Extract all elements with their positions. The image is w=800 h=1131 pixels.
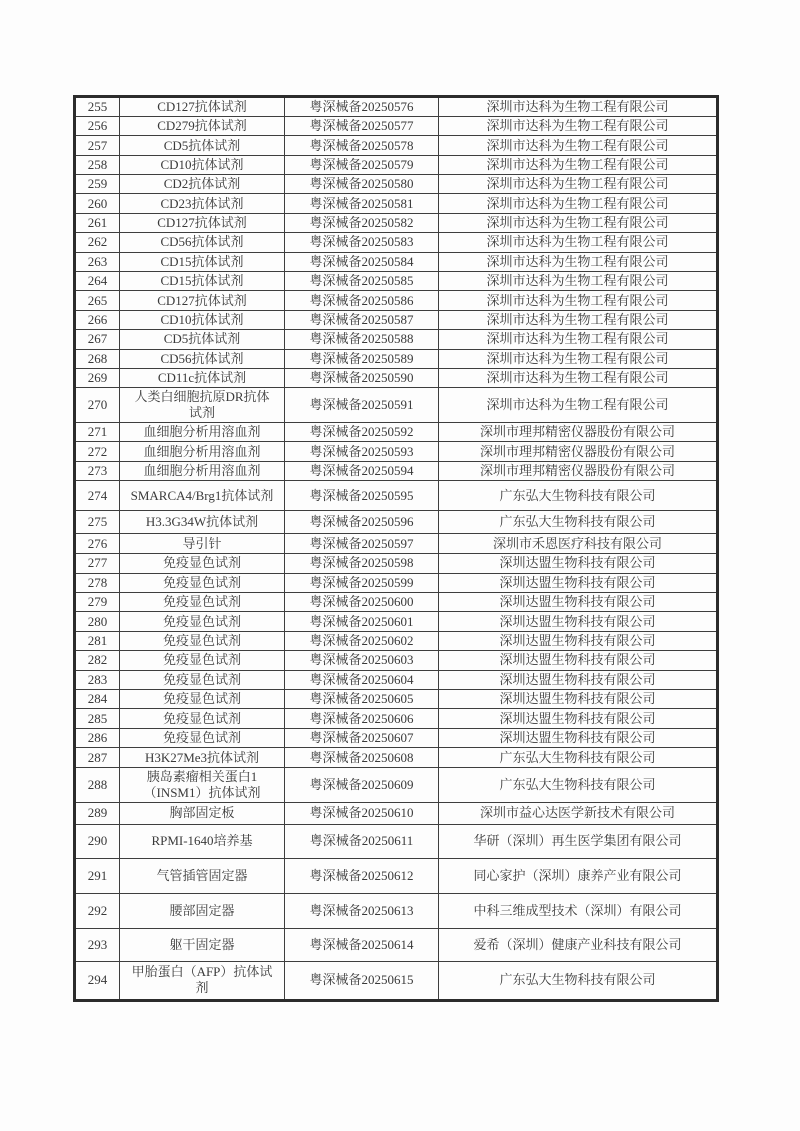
company-name: 华研（深圳）再生医学集团有限公司 <box>439 824 718 858</box>
company-name: 广东弘大生物科技有限公司 <box>439 748 718 768</box>
product-name: 免疫显色试剂 <box>120 728 285 747</box>
table-row <box>75 709 718 728</box>
registration-number: 粤深械备20250613 <box>285 893 439 928</box>
company-name: 深圳市理邦精密仪器股份有限公司 <box>439 461 718 480</box>
row-number: 267 <box>75 330 120 349</box>
company-name: 中科三维成型技术（深圳）有限公司 <box>439 893 718 928</box>
product-name: 胸部固定板 <box>120 802 285 824</box>
product-name: CD56抗体试剂 <box>120 349 285 368</box>
product-name: CD10抗体试剂 <box>120 155 285 174</box>
company-name: 深圳市达科为生物工程有限公司 <box>439 368 718 387</box>
registration-number: 粤深械备20250595 <box>285 481 439 511</box>
row-number: 270 <box>75 388 120 423</box>
company-name: 深圳达盟生物科技有限公司 <box>439 554 718 573</box>
row-number: 262 <box>75 233 120 252</box>
company-name: 深圳市达科为生物工程有限公司 <box>439 310 718 329</box>
company-name: 深圳市达科为生物工程有限公司 <box>439 349 718 368</box>
product-name: 免疫显色试剂 <box>120 709 285 728</box>
row-number: 269 <box>75 368 120 387</box>
product-name: 血细胞分析用溶血剂 <box>120 442 285 461</box>
registration-number: 粤深械备20250589 <box>285 349 439 368</box>
row-number: 293 <box>75 928 120 961</box>
table-row <box>75 252 718 271</box>
row-number: 278 <box>75 573 120 592</box>
product-name: CD11c抗体试剂 <box>120 368 285 387</box>
table-row <box>75 349 718 368</box>
registration-number: 粤深械备20250594 <box>285 461 439 480</box>
company-name: 深圳达盟生物科技有限公司 <box>439 689 718 708</box>
row-number: 289 <box>75 802 120 824</box>
row-number: 292 <box>75 893 120 928</box>
company-name: 深圳达盟生物科技有限公司 <box>439 709 718 728</box>
product-name: 免疫显色试剂 <box>120 573 285 592</box>
product-name: 免疫显色试剂 <box>120 631 285 650</box>
row-number: 264 <box>75 271 120 290</box>
company-name: 深圳市达科为生物工程有限公司 <box>439 330 718 349</box>
row-number: 287 <box>75 748 120 768</box>
company-name: 广东弘大生物科技有限公司 <box>439 481 718 511</box>
registration-number: 粤深械备20250610 <box>285 802 439 824</box>
table-row <box>75 291 718 310</box>
company-name: 深圳市达科为生物工程有限公司 <box>439 233 718 252</box>
product-name: 血细胞分析用溶血剂 <box>120 423 285 442</box>
product-name: RPMI-1640培养基 <box>120 824 285 858</box>
registration-number: 粤深械备20250598 <box>285 554 439 573</box>
company-name: 广东弘大生物科技有限公司 <box>439 961 718 1000</box>
table-row <box>75 928 718 961</box>
table-row <box>75 368 718 387</box>
registration-number: 粤深械备20250599 <box>285 573 439 592</box>
company-name: 深圳达盟生物科技有限公司 <box>439 670 718 689</box>
product-name: 甲胎蛋白（AFP）抗体试剂 <box>120 961 285 1000</box>
registration-number: 粤深械备20250607 <box>285 728 439 747</box>
table-row <box>75 175 718 194</box>
row-number: 276 <box>75 534 120 554</box>
company-name: 深圳达盟生物科技有限公司 <box>439 631 718 650</box>
company-name: 深圳市达科为生物工程有限公司 <box>439 388 718 423</box>
product-name: 胰岛素瘤相关蛋白1（INSM1）抗体试剂 <box>120 768 285 803</box>
table-row <box>75 423 718 442</box>
table-row <box>75 136 718 155</box>
registration-number: 粤深械备20250586 <box>285 291 439 310</box>
registration-number: 粤深械备20250592 <box>285 423 439 442</box>
product-name: 免疫显色试剂 <box>120 651 285 670</box>
table-row <box>75 670 718 689</box>
row-number: 281 <box>75 631 120 650</box>
table-row <box>75 442 718 461</box>
table-row <box>75 593 718 612</box>
row-number: 271 <box>75 423 120 442</box>
row-number: 280 <box>75 612 120 631</box>
registration-number: 粤深械备20250576 <box>285 97 439 117</box>
product-name: SMARCA4/Brg1抗体试剂 <box>120 481 285 511</box>
row-number: 255 <box>75 97 120 117</box>
product-name: CD23抗体试剂 <box>120 194 285 213</box>
table-body <box>75 97 718 1001</box>
product-name: CD2抗体试剂 <box>120 175 285 194</box>
company-name: 广东弘大生物科技有限公司 <box>439 768 718 803</box>
row-number: 294 <box>75 961 120 1000</box>
table-row <box>75 233 718 252</box>
registration-number: 粤深械备20250578 <box>285 136 439 155</box>
row-number: 258 <box>75 155 120 174</box>
table-row <box>75 388 718 423</box>
company-name: 爱希（深圳）健康产业科技有限公司 <box>439 928 718 961</box>
registration-table <box>73 95 719 1002</box>
registration-number: 粤深械备20250596 <box>285 511 439 534</box>
table-row <box>75 573 718 592</box>
row-number: 266 <box>75 310 120 329</box>
table-row <box>75 97 718 117</box>
table-row <box>75 858 718 893</box>
table-row <box>75 824 718 858</box>
row-number: 279 <box>75 593 120 612</box>
table-row <box>75 631 718 650</box>
product-name: 免疫显色试剂 <box>120 554 285 573</box>
table-row <box>75 612 718 631</box>
product-name: H3K27Me3抗体试剂 <box>120 748 285 768</box>
company-name: 深圳市达科为生物工程有限公司 <box>439 116 718 135</box>
row-number: 256 <box>75 116 120 135</box>
table-row <box>75 481 718 511</box>
row-number: 291 <box>75 858 120 893</box>
registration-number: 粤深械备20250597 <box>285 534 439 554</box>
table-row <box>75 461 718 480</box>
registration-number: 粤深械备20250593 <box>285 442 439 461</box>
table-row <box>75 689 718 708</box>
company-name: 广东弘大生物科技有限公司 <box>439 511 718 534</box>
product-name: 免疫显色试剂 <box>120 689 285 708</box>
row-number: 261 <box>75 213 120 232</box>
registration-number: 粤深械备20250614 <box>285 928 439 961</box>
product-name: 免疫显色试剂 <box>120 612 285 631</box>
product-name: CD10抗体试剂 <box>120 310 285 329</box>
product-name: CD56抗体试剂 <box>120 233 285 252</box>
row-number: 284 <box>75 689 120 708</box>
product-name: CD279抗体试剂 <box>120 116 285 135</box>
product-name: H3.3G34W抗体试剂 <box>120 511 285 534</box>
company-name: 深圳市达科为生物工程有限公司 <box>439 271 718 290</box>
table-row <box>75 271 718 290</box>
registration-number: 粤深械备20250583 <box>285 233 439 252</box>
row-number: 288 <box>75 768 120 803</box>
registration-number: 粤深械备20250591 <box>285 388 439 423</box>
row-number: 290 <box>75 824 120 858</box>
product-name: CD127抗体试剂 <box>120 213 285 232</box>
table-row <box>75 213 718 232</box>
registration-number: 粤深械备20250580 <box>285 175 439 194</box>
product-name: 免疫显色试剂 <box>120 593 285 612</box>
row-number: 257 <box>75 136 120 155</box>
registration-number: 粤深械备20250609 <box>285 768 439 803</box>
company-name: 深圳达盟生物科技有限公司 <box>439 612 718 631</box>
company-name: 深圳市达科为生物工程有限公司 <box>439 155 718 174</box>
row-number: 285 <box>75 709 120 728</box>
registration-number: 粤深械备20250585 <box>285 271 439 290</box>
row-number: 286 <box>75 728 120 747</box>
company-name: 深圳市达科为生物工程有限公司 <box>439 194 718 213</box>
product-name: 躯干固定器 <box>120 928 285 961</box>
registration-number: 粤深械备20250612 <box>285 858 439 893</box>
registration-number: 粤深械备20250582 <box>285 213 439 232</box>
registration-number: 粤深械备20250584 <box>285 252 439 271</box>
table-row <box>75 155 718 174</box>
row-number: 282 <box>75 651 120 670</box>
row-number: 263 <box>75 252 120 271</box>
registration-number: 粤深械备20250604 <box>285 670 439 689</box>
company-name: 深圳达盟生物科技有限公司 <box>439 573 718 592</box>
registration-number: 粤深械备20250615 <box>285 961 439 1000</box>
registration-number: 粤深械备20250579 <box>285 155 439 174</box>
product-name: 人类白细胞抗原DR抗体试剂 <box>120 388 285 423</box>
table-row <box>75 554 718 573</box>
company-name: 深圳市达科为生物工程有限公司 <box>439 291 718 310</box>
product-name: 气管插管固定器 <box>120 858 285 893</box>
registration-number: 粤深械备20250588 <box>285 330 439 349</box>
registration-number: 粤深械备20250608 <box>285 748 439 768</box>
table-row <box>75 194 718 213</box>
table-row <box>75 768 718 803</box>
registration-number: 粤深械备20250602 <box>285 631 439 650</box>
row-number: 277 <box>75 554 120 573</box>
company-name: 深圳市达科为生物工程有限公司 <box>439 175 718 194</box>
row-number: 260 <box>75 194 120 213</box>
company-name: 同心家护（深圳）康养产业有限公司 <box>439 858 718 893</box>
product-name: 免疫显色试剂 <box>120 670 285 689</box>
table-row <box>75 961 718 1000</box>
product-name: 导引针 <box>120 534 285 554</box>
product-name: 血细胞分析用溶血剂 <box>120 461 285 480</box>
table-row <box>75 802 718 824</box>
row-number: 268 <box>75 349 120 368</box>
registration-number: 粤深械备20250606 <box>285 709 439 728</box>
registration-number: 粤深械备20250603 <box>285 651 439 670</box>
registration-number: 粤深械备20250581 <box>285 194 439 213</box>
product-name: CD15抗体试剂 <box>120 252 285 271</box>
table-row <box>75 511 718 534</box>
row-number: 274 <box>75 481 120 511</box>
row-number: 259 <box>75 175 120 194</box>
table-row <box>75 534 718 554</box>
table-row <box>75 310 718 329</box>
registration-number: 粤深械备20250605 <box>285 689 439 708</box>
table-row <box>75 748 718 768</box>
row-number: 272 <box>75 442 120 461</box>
table-row <box>75 330 718 349</box>
registration-number: 粤深械备20250587 <box>285 310 439 329</box>
company-name: 深圳市达科为生物工程有限公司 <box>439 252 718 271</box>
company-name: 深圳市益心达医学新技术有限公司 <box>439 802 718 824</box>
company-name: 深圳达盟生物科技有限公司 <box>439 593 718 612</box>
company-name: 深圳市达科为生物工程有限公司 <box>439 136 718 155</box>
registration-number: 粤深械备20250590 <box>285 368 439 387</box>
product-name: CD15抗体试剂 <box>120 271 285 290</box>
company-name: 深圳市理邦精密仪器股份有限公司 <box>439 423 718 442</box>
row-number: 273 <box>75 461 120 480</box>
registration-number: 粤深械备20250600 <box>285 593 439 612</box>
table-row <box>75 116 718 135</box>
row-number: 283 <box>75 670 120 689</box>
table-row <box>75 728 718 747</box>
registration-number: 粤深械备20250577 <box>285 116 439 135</box>
registration-number: 粤深械备20250601 <box>285 612 439 631</box>
registration-number: 粤深械备20250611 <box>285 824 439 858</box>
company-name: 深圳市达科为生物工程有限公司 <box>439 97 718 117</box>
product-name: CD5抗体试剂 <box>120 136 285 155</box>
table-row <box>75 651 718 670</box>
table-row <box>75 893 718 928</box>
company-name: 深圳达盟生物科技有限公司 <box>439 728 718 747</box>
company-name: 深圳市达科为生物工程有限公司 <box>439 213 718 232</box>
product-name: 腰部固定器 <box>120 893 285 928</box>
product-name: CD5抗体试剂 <box>120 330 285 349</box>
company-name: 深圳市禾恩医疗科技有限公司 <box>439 534 718 554</box>
row-number: 275 <box>75 511 120 534</box>
company-name: 深圳市理邦精密仪器股份有限公司 <box>439 442 718 461</box>
product-name: CD127抗体试剂 <box>120 97 285 117</box>
row-number: 265 <box>75 291 120 310</box>
product-name: CD127抗体试剂 <box>120 291 285 310</box>
company-name: 深圳达盟生物科技有限公司 <box>439 651 718 670</box>
